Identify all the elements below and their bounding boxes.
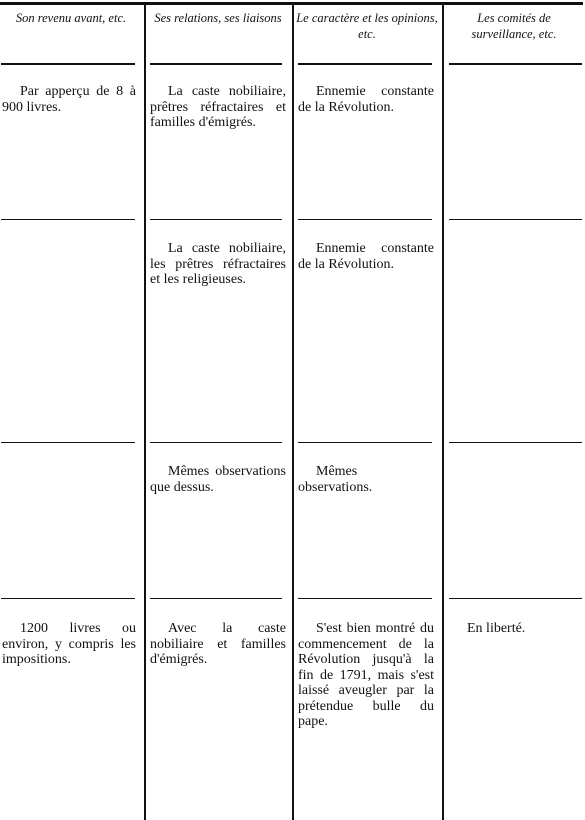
row-separator: [298, 442, 432, 443]
cell-comites: En liberté.: [467, 621, 526, 636]
cell-relations: Mêmes observations que dessus.: [150, 464, 286, 495]
cell-caractere: Ennemie constante de la Révolution.: [298, 241, 434, 272]
column-divider: [144, 5, 146, 820]
row-separator: [1, 219, 135, 220]
row-separator: [298, 219, 432, 220]
cell-revenu: 1200 livres ou environ, y compris les impositions.: [2, 621, 136, 667]
column-header-caractere: Le caractère et les opinions, etc.: [296, 11, 438, 41]
header-rule: [1, 63, 135, 65]
row-separator: [150, 442, 282, 443]
cell-relations: La caste nobiliaire, prêtres réfractaires et familles d'émigrés.: [150, 84, 286, 130]
column-divider: [442, 5, 444, 820]
cell-caractere: S'est bien montré du commencement de la Révolution jusqu'à la fin de 1791, mais s'est laissé aveugler par la prétendue bulle du pape.: [298, 621, 434, 729]
row-separator: [298, 598, 432, 599]
column-header-comites: Les comités de surveillance, etc.: [471, 11, 557, 41]
row-separator: [449, 442, 582, 443]
cell-relations: La caste nobiliaire, les prêtres réfractaires et les religieuses.: [150, 241, 286, 287]
row-separator: [150, 219, 282, 220]
cell-caractere: Ennemie constante de la Révolution.: [298, 84, 434, 115]
column-header-relations: Ses relations, ses liaisons: [154, 11, 282, 25]
row-separator: [1, 598, 135, 599]
row-separator: [449, 598, 582, 599]
header-rule: [449, 63, 582, 65]
header-rule: [298, 63, 432, 65]
column-header-revenu: Son revenu avant, etc.: [15, 11, 127, 25]
column-divider: [292, 5, 294, 820]
cell-relations: Avec la caste nobiliaire et familles d'émigrés.: [150, 621, 286, 667]
row-separator: [150, 598, 282, 599]
cell-caractere: Mêmes observations.: [298, 464, 373, 495]
header-rule: [150, 63, 282, 65]
row-separator: [1, 442, 135, 443]
row-separator: [449, 219, 582, 220]
cell-revenu: Par apperçu de 8 à 900 livres.: [2, 84, 136, 115]
